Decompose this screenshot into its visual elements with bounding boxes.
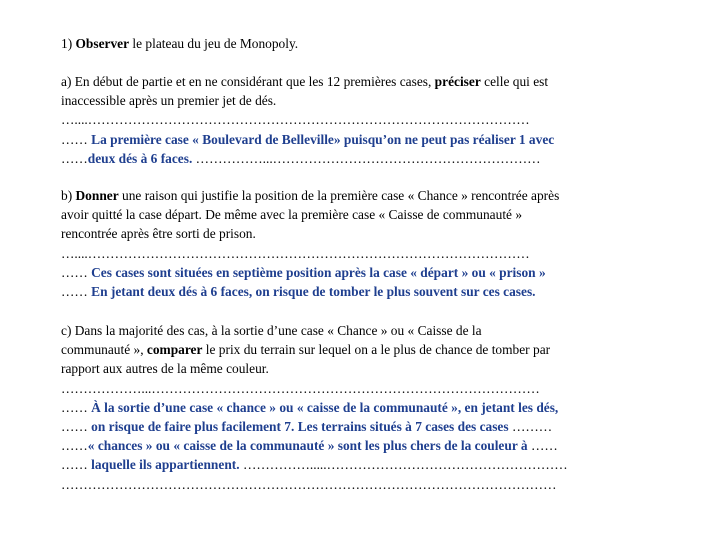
qc-answer-text: À la sortie d’une case « chance » ou « caisse de la communauté », en jetant les dés, — [91, 399, 559, 415]
question-1 — [61, 34, 661, 53]
qc-line-1: c) Dans la majorité des cas, à la sortie d’une case « Chance » ou « Caisse de la — [61, 323, 482, 338]
qc-answer-text: on risque de faire plus facilement 7. Les terrains situés à 7 cases des cases — [91, 418, 509, 434]
question-c — [61, 321, 661, 494]
qb-answer-text: En jetant deux dés à 6 faces, on risque de tomber le plus souvent sur ces cases. — [91, 283, 536, 299]
qa-line-1 — [61, 72, 661, 91]
qb-answer-line-2 — [61, 282, 661, 301]
q1-keyword: Observer — [75, 36, 130, 51]
q1-number: 1) — [61, 36, 76, 51]
qc-answer-text: laquelle ils appartiennent. — [91, 457, 240, 473]
qb-answer-lead: …… — [61, 264, 88, 280]
qc-text: communauté », — [61, 342, 147, 358]
qa-answer-trail: ……………...…………………………………………………… — [195, 150, 541, 166]
qb-line-2: avoir quitté la case départ. De même avec la première case « Caisse de communauté » — [61, 207, 523, 223]
qc-dotted-line: ………………...…………………………………………………………………………… — [61, 380, 540, 396]
qb-line-3: rencontrée après être sorti de prison. — [61, 226, 256, 242]
qa-answer-text: deux dés à 6 faces. — [87, 150, 193, 166]
qb-text: une raison qui justifie la position de la première case « Chance » rencontrée après — [118, 188, 560, 203]
qc-answer-text: « chances » ou « caisse de la communauté » sont les plus chers de la couleur à — [87, 438, 528, 454]
qc-answer-line-1 — [61, 398, 661, 417]
qb-answer-lead: …… — [61, 283, 88, 299]
question-1-line — [61, 34, 661, 53]
qb-keyword: Donner — [75, 188, 119, 203]
qa-line-2: inaccessible après un premier jet de dés. — [61, 93, 277, 109]
question-b — [61, 186, 661, 301]
qb-dotted-line: …....……………………………………………………………………………………… — [61, 245, 530, 261]
q1-text: le plateau du jeu de Monopoly. — [129, 36, 299, 51]
qc-keyword: comparer — [146, 342, 203, 358]
qc-answer-trail: ……… — [511, 418, 553, 434]
qc-answer-lead: …… — [61, 399, 88, 415]
qa-answer-line-1 — [61, 130, 661, 149]
qc-answer-trail: …… — [530, 438, 558, 454]
qc-answer-line-3 — [61, 436, 661, 455]
qb-answer-text: Ces cases sont situées en septième position après la case « départ » ou « prison » — [91, 264, 546, 280]
qa-answer-line-2 — [61, 149, 661, 168]
qc-line-3: rapport aux autres de la même couleur. — [61, 361, 269, 377]
qc-text-end: le prix du terrain sur lequel on a le plus de chance de tomber par — [202, 342, 551, 358]
qb-line-1 — [61, 186, 661, 205]
qa-keyword: préciser — [434, 74, 481, 89]
qc-answer-lead: …… — [61, 418, 88, 434]
qc-answer-line-4 — [61, 455, 661, 474]
qc-dotted-line-end: ………………………………………………………………………………………………… — [61, 476, 557, 492]
qc-line-2 — [61, 340, 661, 359]
qa-dotted-line: …....……………………………………………………………………………………… — [61, 112, 530, 128]
qb-answer-line-1 — [61, 263, 661, 282]
qa-answer-lead: …… — [61, 150, 88, 166]
qa-answer-lead: …… — [61, 131, 88, 147]
qa-text: a) En début de partie et en ne considérant que les 12 premières cases, — [61, 74, 435, 89]
qc-answer-line-2 — [61, 417, 661, 436]
qb-label: b) — [61, 188, 76, 203]
qa-text-end: celle qui est — [480, 74, 549, 89]
qc-answer-lead: …… — [61, 457, 88, 473]
question-a — [61, 72, 661, 168]
qa-answer-text: La première case « Boulevard de Belleville» puisqu’on ne peut pas réaliser 1 avec — [91, 131, 555, 147]
qc-answer-trail: …………….....……………………………………………… — [242, 457, 568, 473]
qc-answer-lead: …… — [61, 438, 88, 454]
